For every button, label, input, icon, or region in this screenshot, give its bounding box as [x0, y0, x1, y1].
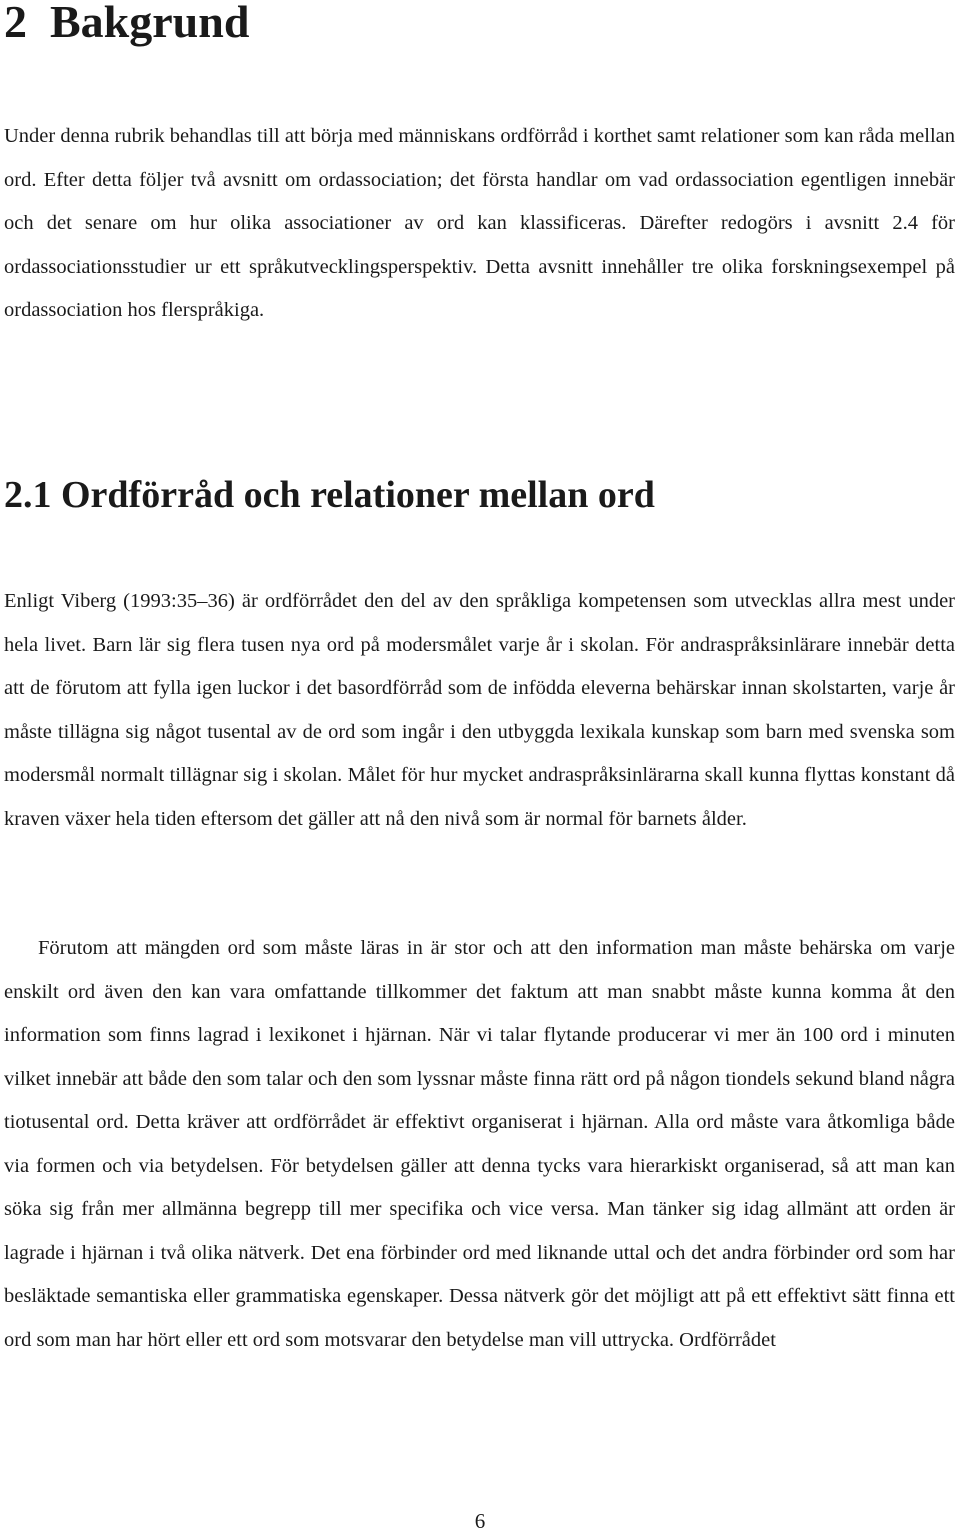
- section-title-text: Ordförråd och relationer mellan ord: [61, 474, 655, 516]
- chapter-title-text: Bakgrund: [50, 0, 250, 47]
- section-paragraph-1: Enligt Viberg (1993:35–36) är ordförrådet den del av den språkliga kompetensen som utvecklas allra mest under hela livet. Barn lär sig flera tusen nya ord på modersmålet varje år i skolan. För andraspråksinlärare innebär detta att de förutom att fylla igen luckor i det basordförråd som de infödda eleverna behärskar innan skolstarten, varje år måste tillägna sig något tusental av de ord som ingår i den utbyggda lexikala kunskap som barn med svenska som modersmål normalt tillägnar sig i skolan. Målet för hur mycket andraspråksinlärarna skall kunna flyttas konstant då kraven växer hela tiden eftersom det gäller att nå den nivå som är normal för barnets ålder.: [4, 590, 955, 830]
- chapter-number: 2: [4, 0, 27, 47]
- intro-paragraph: Under denna rubrik behandlas till att börja med människans ordförråd i korthet samt relationer som kan råda mellan ord. Efter detta följer två avsnitt om ordassociation; det första handlar om vad ordassociation egentligen innebär och det senare om hur olika associationer av ord kan klassificeras. Därefter redogörs i avsnitt 2.4 för ordassociationsstudier ur ett språkutvecklingsperspektiv. Detta avsnitt innehåller tre olika forskningsexempel på ordassociation hos flerspråkiga.: [4, 125, 955, 321]
- section-heading: [4, 468, 655, 522]
- chapter-heading: [4, 0, 249, 52]
- section-paragraph-2: Förutom att mängden ord som måste läras in är stor och att den information man måste behärska om varje enskilt ord även den kan vara omfattande tillkommer det faktum att man snabbt måste kunna komma åt den information som finns lagrad i lexikonet i hjärnan. När vi talar flytande producerar vi mer än 100 ord i minuten vilket innebär att både den som talar och den som lyssnar måste finna rätt ord på någon tiondels sekund bland några tiotusental ord. Detta kräver att ordförrådet är effektivt organiserat i hjärnan. Alla ord måste vara åtkomliga både via formen och via betydelsen. För betydelsen gäller att denna tycks vara hierarkiskt organiserad, så att man kan söka sig från mer allmänna begrepp till mer specifika och vice versa. Man tänker sig idag allmänt att orden är lagrade i hjärnan i två olika nätverk. Det ena förbinder ord med liknande uttal och det andra förbinder ord som har besläktade semantiska eller grammatiska egenskaper. Dessa nätverk gör det möjligt att på ett effektivt sätt finna ett ord som man har hört eller ett ord som motsvarar den betydelse man vill uttrycka. Ordförrådet: [4, 937, 955, 1351]
- section-number: 2.1: [4, 474, 52, 516]
- page-number: 6: [474, 1509, 486, 1533]
